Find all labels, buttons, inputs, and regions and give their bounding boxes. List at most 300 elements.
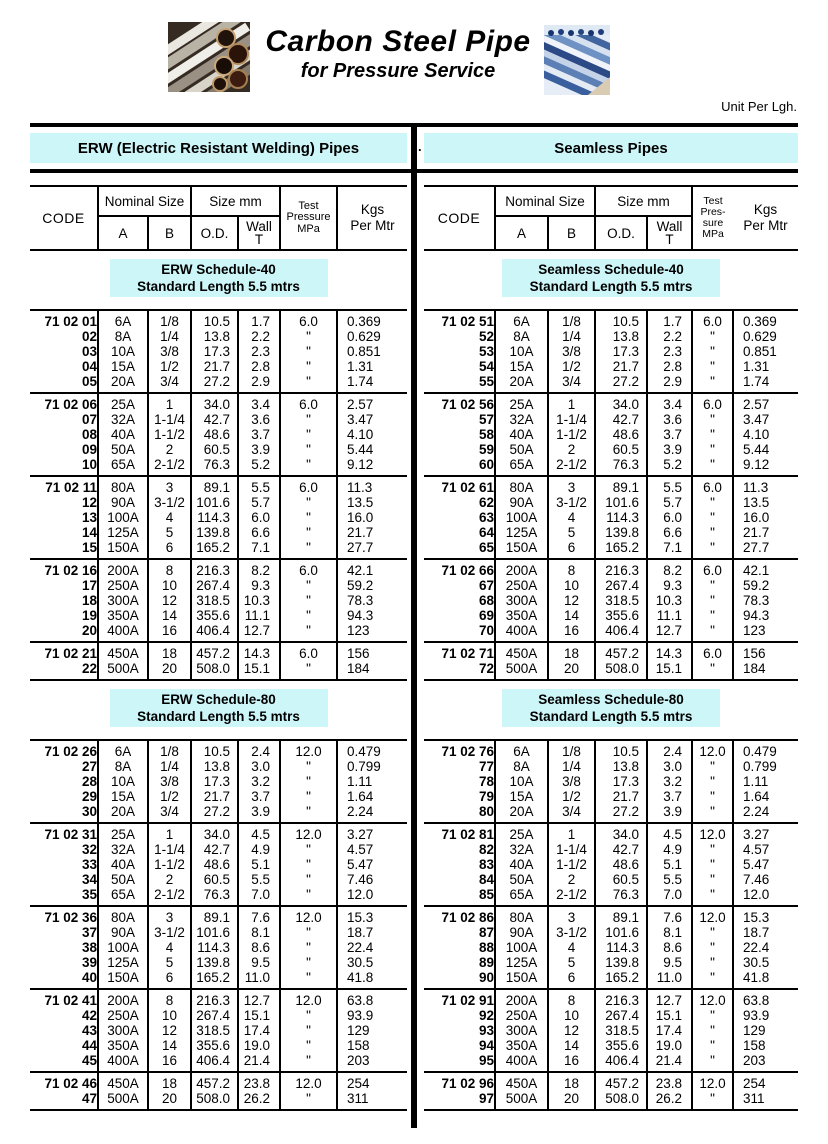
cell-test-pressure: " bbox=[280, 1038, 337, 1053]
cell-nominal-a: 300A bbox=[98, 593, 148, 608]
cell-code: 54 bbox=[478, 359, 494, 374]
cell-nominal-b: 1 bbox=[548, 393, 595, 412]
cell-nominal-b: 1-1/4 bbox=[548, 412, 595, 427]
cell-od: 27.2 bbox=[191, 374, 238, 393]
cell-test-pressure: " bbox=[280, 344, 337, 359]
cell-nominal-b: 14 bbox=[148, 608, 191, 623]
cell-code: 15 bbox=[81, 540, 97, 555]
cell-wall-t: 8.1 bbox=[238, 925, 280, 940]
row-group bbox=[424, 642, 798, 680]
cell-od: 13.8 bbox=[191, 759, 238, 774]
cell-wall-t: 19.0 bbox=[647, 1038, 692, 1053]
cell-od: 165.2 bbox=[191, 540, 238, 559]
cell-kgs-per-mtr: 0.479 bbox=[733, 740, 798, 759]
cell-nominal-a: 15A bbox=[495, 789, 548, 804]
cell-wall-t: 5.7 bbox=[238, 495, 280, 510]
cell-nominal-b: 12 bbox=[148, 1023, 191, 1038]
cell-code: 42 bbox=[81, 1008, 97, 1023]
cell-kgs-per-mtr: 30.5 bbox=[733, 955, 798, 970]
cell-kgs-per-mtr: 311 bbox=[337, 1091, 407, 1110]
cell-nominal-b: 12 bbox=[548, 593, 595, 608]
cell-code: 60 bbox=[478, 457, 494, 472]
cell-wall-t: 3.7 bbox=[238, 427, 280, 442]
cell-test-pressure: " bbox=[692, 842, 733, 857]
table-row bbox=[424, 955, 798, 970]
cell-wall-t: 7.0 bbox=[238, 887, 280, 906]
cell-kgs-per-mtr: 158 bbox=[733, 1038, 798, 1053]
table-row bbox=[424, 661, 798, 680]
table-row bbox=[424, 578, 798, 593]
cell-od: 60.5 bbox=[595, 872, 647, 887]
cell-test-pressure: " bbox=[692, 1038, 733, 1053]
cell-od: 60.5 bbox=[595, 442, 647, 457]
cell-test-pressure: " bbox=[692, 442, 733, 457]
pipe-data-table bbox=[424, 309, 798, 681]
brand-block bbox=[168, 22, 610, 95]
cell-nominal-b: 5 bbox=[148, 525, 191, 540]
cell-nominal-a: 250A bbox=[98, 1008, 148, 1023]
cell-code: 58 bbox=[478, 427, 494, 442]
cell-od: 42.7 bbox=[595, 842, 647, 857]
cell-code: 71 02 01 bbox=[44, 314, 97, 329]
cell-nominal-b: 1/4 bbox=[148, 329, 191, 344]
cell-nominal-a: 15A bbox=[98, 789, 148, 804]
cell-od: 17.3 bbox=[595, 774, 647, 789]
cell-nominal-b: 6 bbox=[548, 970, 595, 989]
cell-code: 77 bbox=[478, 759, 494, 774]
table-row bbox=[30, 970, 407, 989]
row-group bbox=[424, 1072, 798, 1110]
cell-wall-t: 9.5 bbox=[238, 955, 280, 970]
cell-wall-t: 3.7 bbox=[647, 427, 692, 442]
cell-od: 114.3 bbox=[595, 510, 647, 525]
table-row bbox=[424, 623, 798, 642]
page-top bbox=[0, 0, 828, 123]
cell-test-pressure: " bbox=[692, 623, 733, 642]
table-row bbox=[30, 540, 407, 559]
cell-code: 71 02 46 bbox=[44, 1076, 97, 1091]
cell-test-pressure: " bbox=[692, 359, 733, 374]
cell-nominal-b: 2-1/2 bbox=[148, 457, 191, 476]
schedule-label bbox=[502, 259, 720, 297]
cell-od: 76.3 bbox=[191, 457, 238, 476]
cell-kgs-per-mtr: 0.369 bbox=[337, 310, 407, 329]
cell-kgs-per-mtr: 0.369 bbox=[733, 310, 798, 329]
cell-nominal-a: 50A bbox=[495, 442, 548, 457]
table-row bbox=[30, 510, 407, 525]
cell-kgs-per-mtr: 0.799 bbox=[733, 759, 798, 774]
cell-kgs-per-mtr: 42.1 bbox=[337, 559, 407, 578]
cell-kgs-per-mtr: 2.24 bbox=[733, 804, 798, 823]
cell-test-pressure: " bbox=[692, 525, 733, 540]
table-row bbox=[424, 374, 798, 393]
cell-test-pressure: 12.0 bbox=[280, 989, 337, 1008]
cell-test-pressure: " bbox=[692, 578, 733, 593]
header-row bbox=[424, 186, 798, 216]
cell-test-pressure: " bbox=[280, 593, 337, 608]
cell-nominal-a: 65A bbox=[98, 887, 148, 906]
cell-wall-t: 23.8 bbox=[238, 1072, 280, 1091]
cell-nominal-b: 2 bbox=[548, 872, 595, 887]
column-header-b: B bbox=[148, 216, 191, 250]
cell-kgs-per-mtr: 123 bbox=[733, 623, 798, 642]
cell-nominal-b: 1/8 bbox=[548, 740, 595, 759]
cell-code: 19 bbox=[81, 608, 97, 623]
cell-wall-t: 8.2 bbox=[238, 559, 280, 578]
table-row bbox=[30, 359, 407, 374]
cell-code: 05 bbox=[81, 374, 97, 389]
cell-wall-t: 12.7 bbox=[647, 623, 692, 642]
cell-od: 34.0 bbox=[191, 823, 238, 842]
column-header-b: B bbox=[548, 216, 595, 250]
cell-test-pressure: 6.0 bbox=[692, 642, 733, 661]
cell-test-pressure: " bbox=[692, 593, 733, 608]
cell-nominal-a: 300A bbox=[495, 593, 548, 608]
cell-code: 71 02 31 bbox=[44, 827, 97, 842]
cell-wall-t: 12.7 bbox=[238, 623, 280, 642]
cell-nominal-a: 90A bbox=[98, 495, 148, 510]
cell-code: 55 bbox=[478, 374, 494, 389]
cell-od: 89.1 bbox=[191, 476, 238, 495]
cell-kgs-per-mtr: 3.47 bbox=[733, 412, 798, 427]
cell-od: 48.6 bbox=[595, 857, 647, 872]
table-row bbox=[424, 774, 798, 789]
row-group bbox=[424, 740, 798, 823]
catalog-content bbox=[30, 123, 798, 1111]
cell-code: 38 bbox=[81, 940, 97, 955]
table-row bbox=[424, 476, 798, 495]
cell-kgs-per-mtr: 1.31 bbox=[733, 359, 798, 374]
table-row bbox=[30, 661, 407, 680]
cell-test-pressure: 12.0 bbox=[280, 823, 337, 842]
cell-wall-t: 15.1 bbox=[647, 661, 692, 680]
cell-code: 04 bbox=[81, 359, 97, 374]
cell-nominal-b: 6 bbox=[148, 970, 191, 989]
cell-nominal-a: 400A bbox=[495, 623, 548, 642]
cell-wall-t: 5.5 bbox=[238, 872, 280, 887]
page-title: Carbon Steel Pipe bbox=[265, 25, 531, 58]
pipe-photo-left bbox=[168, 22, 250, 92]
table-row bbox=[424, 642, 798, 661]
cell-od: 114.3 bbox=[595, 940, 647, 955]
table-row bbox=[30, 344, 407, 359]
cell-kgs-per-mtr: 42.1 bbox=[733, 559, 798, 578]
cell-od: 101.6 bbox=[191, 495, 238, 510]
cell-nominal-b: 1/4 bbox=[548, 329, 595, 344]
cell-kgs-per-mtr: 2.57 bbox=[733, 393, 798, 412]
column-header-kgs-per-mtr: Kgs Per Mtr bbox=[337, 186, 407, 250]
table-row bbox=[30, 427, 407, 442]
cell-nominal-a: 25A bbox=[98, 393, 148, 412]
cell-test-pressure: " bbox=[280, 525, 337, 540]
cell-test-pressure: " bbox=[692, 774, 733, 789]
cell-kgs-per-mtr: 13.5 bbox=[337, 495, 407, 510]
cell-od: 114.3 bbox=[191, 510, 238, 525]
cell-test-pressure: " bbox=[692, 540, 733, 559]
cell-nominal-b: 3/8 bbox=[148, 774, 191, 789]
table-row bbox=[424, 442, 798, 457]
cell-od: 42.7 bbox=[191, 842, 238, 857]
cell-wall-t: 7.0 bbox=[647, 887, 692, 906]
cell-code: 97 bbox=[478, 1091, 494, 1106]
cell-wall-t: 21.4 bbox=[238, 1053, 280, 1072]
cell-test-pressure: " bbox=[280, 359, 337, 374]
cell-test-pressure: 12.0 bbox=[692, 1072, 733, 1091]
table-row bbox=[30, 759, 407, 774]
cell-code: 71 02 56 bbox=[441, 397, 494, 412]
cell-wall-t: 3.7 bbox=[647, 789, 692, 804]
cell-kgs-per-mtr: 4.10 bbox=[733, 427, 798, 442]
table-row bbox=[424, 393, 798, 412]
cell-code: 62 bbox=[478, 495, 494, 510]
cell-kgs-per-mtr: 5.44 bbox=[733, 442, 798, 457]
schedule-label bbox=[110, 259, 328, 297]
cell-od: 267.4 bbox=[595, 578, 647, 593]
cell-nominal-b: 18 bbox=[548, 1072, 595, 1091]
cell-test-pressure: " bbox=[692, 759, 733, 774]
cell-code: 79 bbox=[478, 789, 494, 804]
cell-code: 71 02 81 bbox=[441, 827, 494, 842]
cell-test-pressure: " bbox=[692, 1023, 733, 1038]
table-row bbox=[30, 789, 407, 804]
cell-kgs-per-mtr: 3.47 bbox=[337, 412, 407, 427]
cell-code: 71 02 36 bbox=[44, 910, 97, 925]
cell-code: 29 bbox=[81, 789, 97, 804]
cell-kgs-per-mtr: 156 bbox=[733, 642, 798, 661]
brand-titles bbox=[260, 25, 536, 84]
cell-od: 76.3 bbox=[595, 887, 647, 906]
cell-kgs-per-mtr: 27.7 bbox=[733, 540, 798, 559]
cell-kgs-per-mtr: 30.5 bbox=[337, 955, 407, 970]
cell-nominal-b: 16 bbox=[548, 1053, 595, 1072]
cell-nominal-a: 6A bbox=[495, 740, 548, 759]
cell-code: 69 bbox=[478, 608, 494, 623]
cell-test-pressure: " bbox=[692, 955, 733, 970]
cell-nominal-a: 250A bbox=[98, 578, 148, 593]
cell-od: 457.2 bbox=[191, 1072, 238, 1091]
cell-od: 21.7 bbox=[191, 789, 238, 804]
cell-nominal-a: 300A bbox=[495, 1023, 548, 1038]
cell-wall-t: 5.5 bbox=[647, 476, 692, 495]
table-row bbox=[424, 872, 798, 887]
column-header-a: A bbox=[98, 216, 148, 250]
cell-od: 48.6 bbox=[595, 427, 647, 442]
cell-od: 406.4 bbox=[595, 623, 647, 642]
cell-code: 87 bbox=[478, 925, 494, 940]
cell-kgs-per-mtr: 22.4 bbox=[733, 940, 798, 955]
cell-od: 165.2 bbox=[595, 540, 647, 559]
table-row bbox=[424, 1072, 798, 1091]
cell-od: 60.5 bbox=[191, 872, 238, 887]
cell-nominal-b: 3-1/2 bbox=[548, 495, 595, 510]
table-row bbox=[424, 457, 798, 476]
cell-od: 101.6 bbox=[595, 495, 647, 510]
cell-code: 10 bbox=[81, 457, 97, 472]
cell-kgs-per-mtr: 63.8 bbox=[337, 989, 407, 1008]
cell-kgs-per-mtr: 78.3 bbox=[733, 593, 798, 608]
cell-od: 114.3 bbox=[191, 940, 238, 955]
cell-kgs-per-mtr: 203 bbox=[733, 1053, 798, 1072]
stray-mark: . bbox=[418, 139, 422, 154]
cell-test-pressure: 6.0 bbox=[280, 559, 337, 578]
cell-wall-t: 4.5 bbox=[647, 823, 692, 842]
cell-wall-t: 12.7 bbox=[238, 989, 280, 1008]
cell-kgs-per-mtr: 2.57 bbox=[337, 393, 407, 412]
cell-kgs-per-mtr: 1.74 bbox=[733, 374, 798, 393]
cell-kgs-per-mtr: 11.3 bbox=[337, 476, 407, 495]
cell-od: 216.3 bbox=[595, 989, 647, 1008]
right-column-headers bbox=[424, 185, 798, 251]
cell-nominal-a: 65A bbox=[98, 457, 148, 476]
cell-nominal-a: 20A bbox=[495, 804, 548, 823]
cell-wall-t: 3.2 bbox=[238, 774, 280, 789]
cell-nominal-a: 15A bbox=[98, 359, 148, 374]
cell-test-pressure: " bbox=[692, 427, 733, 442]
cell-od: 42.7 bbox=[595, 412, 647, 427]
table-row bbox=[424, 495, 798, 510]
cell-nominal-b: 8 bbox=[548, 559, 595, 578]
column-header-wall-t: Wall T bbox=[238, 216, 280, 250]
cell-test-pressure: " bbox=[280, 510, 337, 525]
table-row bbox=[30, 495, 407, 510]
cell-od: 76.3 bbox=[595, 457, 647, 476]
cell-test-pressure: " bbox=[280, 457, 337, 476]
cell-code: 71 02 71 bbox=[441, 646, 494, 661]
column-header-code: CODE bbox=[424, 186, 495, 250]
row-group bbox=[30, 740, 407, 823]
cell-nominal-b: 4 bbox=[148, 510, 191, 525]
cell-test-pressure: " bbox=[280, 329, 337, 344]
cell-wall-t: 9.5 bbox=[647, 955, 692, 970]
cell-nominal-a: 80A bbox=[495, 476, 548, 495]
cell-wall-t: 3.6 bbox=[647, 412, 692, 427]
unit-note: Unit Per Lgh. bbox=[721, 99, 797, 114]
cell-wall-t: 8.6 bbox=[647, 940, 692, 955]
table-row bbox=[30, 329, 407, 344]
cell-test-pressure: " bbox=[692, 1091, 733, 1110]
cell-nominal-b: 5 bbox=[548, 525, 595, 540]
cell-wall-t: 17.4 bbox=[647, 1023, 692, 1038]
cell-nominal-b: 14 bbox=[548, 1038, 595, 1053]
cell-nominal-a: 10A bbox=[495, 774, 548, 789]
table-row bbox=[424, 510, 798, 525]
cell-nominal-a: 100A bbox=[495, 510, 548, 525]
cell-kgs-per-mtr: 4.57 bbox=[733, 842, 798, 857]
cell-od: 101.6 bbox=[191, 925, 238, 940]
cell-wall-t: 5.2 bbox=[238, 457, 280, 476]
cell-code: 71 02 51 bbox=[441, 314, 494, 329]
column-header-nominal-size: Nominal Size bbox=[495, 186, 595, 216]
column-header-test-pressure: Test Pressure MPa bbox=[280, 186, 337, 250]
cell-kgs-per-mtr: 1.74 bbox=[337, 374, 407, 393]
cell-code: 33 bbox=[81, 857, 97, 872]
cell-nominal-a: 20A bbox=[495, 374, 548, 393]
cell-test-pressure: " bbox=[280, 540, 337, 559]
cell-kgs-per-mtr: 1.11 bbox=[337, 774, 407, 789]
table-row bbox=[424, 789, 798, 804]
cell-wall-t: 3.9 bbox=[238, 804, 280, 823]
table-row bbox=[30, 887, 407, 906]
cell-nominal-a: 500A bbox=[98, 1091, 148, 1110]
cell-code: 13 bbox=[81, 510, 97, 525]
cell-nominal-a: 150A bbox=[98, 970, 148, 989]
cell-code: 17 bbox=[81, 578, 97, 593]
cell-nominal-b: 3-1/2 bbox=[548, 925, 595, 940]
cell-nominal-a: 6A bbox=[495, 310, 548, 329]
cell-kgs-per-mtr: 9.12 bbox=[337, 457, 407, 476]
cell-nominal-a: 450A bbox=[495, 1072, 548, 1091]
cell-nominal-b: 12 bbox=[548, 1023, 595, 1038]
cell-kgs-per-mtr: 1.11 bbox=[733, 774, 798, 789]
cell-nominal-a: 50A bbox=[495, 872, 548, 887]
cell-wall-t: 21.4 bbox=[647, 1053, 692, 1072]
cell-nominal-a: 8A bbox=[98, 329, 148, 344]
cell-od: 165.2 bbox=[595, 970, 647, 989]
cell-code: 59 bbox=[478, 442, 494, 457]
cell-nominal-a: 125A bbox=[495, 955, 548, 970]
cell-nominal-b: 1 bbox=[148, 393, 191, 412]
table-row bbox=[424, 940, 798, 955]
cell-nominal-a: 25A bbox=[495, 393, 548, 412]
cell-test-pressure: " bbox=[280, 789, 337, 804]
cell-nominal-a: 20A bbox=[98, 374, 148, 393]
cell-test-pressure: " bbox=[280, 374, 337, 393]
cell-nominal-a: 150A bbox=[98, 540, 148, 559]
row-group bbox=[30, 476, 407, 559]
cell-od: 216.3 bbox=[191, 559, 238, 578]
cell-test-pressure: " bbox=[280, 970, 337, 989]
cell-code: 03 bbox=[81, 344, 97, 359]
cell-test-pressure: " bbox=[692, 970, 733, 989]
table-row bbox=[424, 1091, 798, 1110]
cell-kgs-per-mtr: 18.7 bbox=[337, 925, 407, 940]
cell-od: 355.6 bbox=[595, 1038, 647, 1053]
row-group bbox=[424, 989, 798, 1072]
cell-wall-t: 2.8 bbox=[647, 359, 692, 374]
cell-kgs-per-mtr: 4.10 bbox=[337, 427, 407, 442]
cell-nominal-b: 16 bbox=[548, 623, 595, 642]
seamless-column bbox=[424, 173, 798, 1111]
cell-wall-t: 4.9 bbox=[238, 842, 280, 857]
cell-nominal-b: 20 bbox=[148, 661, 191, 680]
cell-nominal-a: 200A bbox=[98, 559, 148, 578]
column-header-code: CODE bbox=[30, 186, 98, 250]
cell-wall-t: 5.5 bbox=[238, 476, 280, 495]
cell-code: 71 02 11 bbox=[45, 480, 97, 495]
cell-nominal-b: 1-1/2 bbox=[148, 427, 191, 442]
cell-nominal-b: 3/4 bbox=[148, 374, 191, 393]
cell-test-pressure: " bbox=[280, 759, 337, 774]
cell-nominal-a: 80A bbox=[98, 906, 148, 925]
cell-nominal-a: 8A bbox=[495, 329, 548, 344]
cell-od: 139.8 bbox=[191, 525, 238, 540]
cell-od: 76.3 bbox=[191, 887, 238, 906]
cell-nominal-b: 5 bbox=[548, 955, 595, 970]
cell-od: 508.0 bbox=[191, 661, 238, 680]
cell-nominal-b: 20 bbox=[148, 1091, 191, 1110]
cell-code: 71 02 41 bbox=[44, 993, 97, 1008]
cell-nominal-a: 6A bbox=[98, 310, 148, 329]
cell-nominal-b: 1/4 bbox=[148, 759, 191, 774]
cell-kgs-per-mtr: 1.64 bbox=[733, 789, 798, 804]
cell-wall-t: 7.1 bbox=[647, 540, 692, 559]
table-row bbox=[424, 989, 798, 1008]
cell-code: 80 bbox=[478, 804, 494, 819]
cell-od: 21.7 bbox=[191, 359, 238, 374]
cell-nominal-b: 3/8 bbox=[148, 344, 191, 359]
cell-code: 40 bbox=[81, 970, 97, 985]
cell-od: 318.5 bbox=[191, 593, 238, 608]
